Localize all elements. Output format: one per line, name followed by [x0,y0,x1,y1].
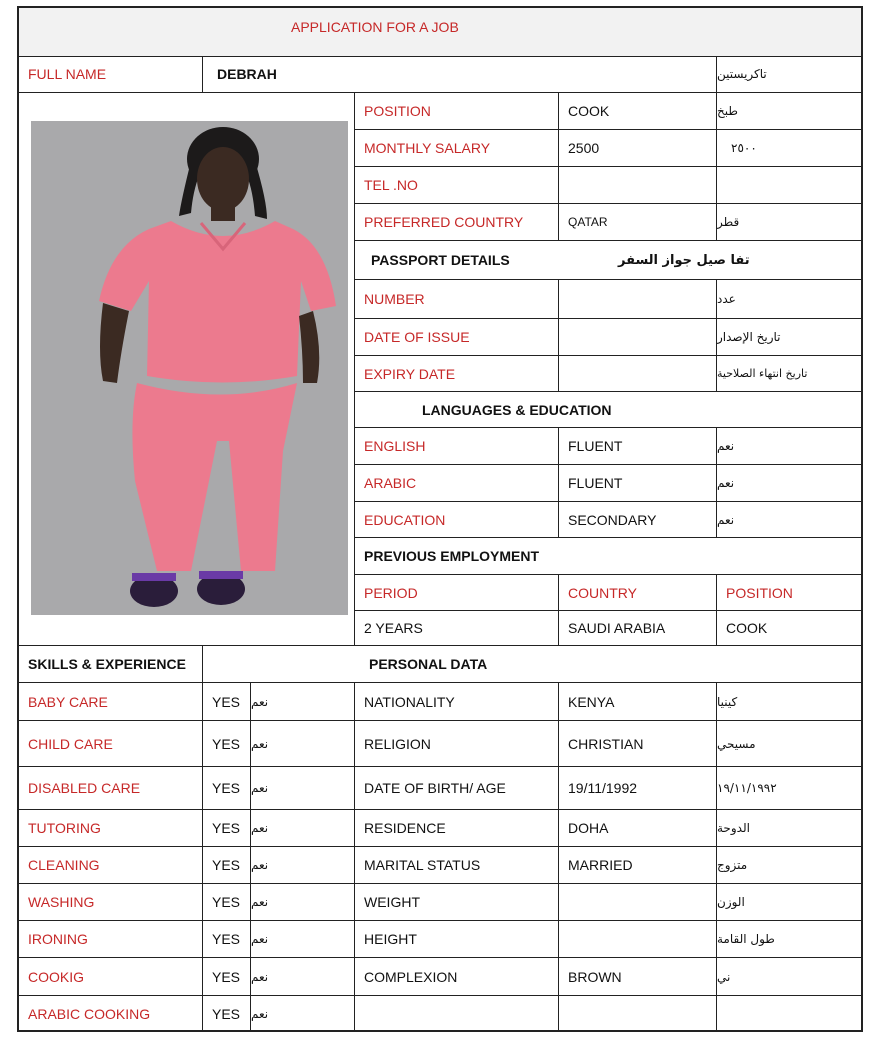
personal-arabic [717,996,861,1032]
personal-label: MARITAL STATUS [355,847,559,884]
lang-value-english: FLUENT [559,428,717,465]
personal-label: COMPLEXION [355,958,559,996]
skill-arabic: نعم [251,721,355,767]
skill-value: YES [203,996,251,1032]
employment-position: COOK [717,611,861,646]
skill-label: COOKIG [19,958,203,996]
skill-value: YES [203,683,251,721]
passport-label-expiry: EXPIRY DATE [355,356,559,392]
passport-value-expiry [559,356,717,392]
skill-label: ARABIC COOKING [19,996,203,1032]
personal-value: CHRISTIAN [559,721,717,767]
skill-label: BABY CARE [19,683,203,721]
personal-label: RELIGION [355,721,559,767]
lang-arabic-english: نعم [717,428,861,465]
personal-value [559,884,717,921]
skill-value: YES [203,847,251,884]
personal-arabic: كينيا [717,683,861,721]
applicant-figure-illustration [31,121,348,615]
job-label-position: POSITION [355,93,559,130]
personal-value: MARRIED [559,847,717,884]
passport-value-issue [559,319,717,356]
skill-value: YES [203,884,251,921]
personal-value [559,921,717,958]
skill-arabic: نعم [251,847,355,884]
passport-value-number [559,280,717,319]
passport-arabic-expiry: تاريخ انتهاء الصلاحية [717,356,861,392]
job-arabic-country: قطر [717,204,861,241]
job-label-tel: TEL .NO [355,167,559,204]
skill-arabic: نعم [251,884,355,921]
skill-label: WASHING [19,884,203,921]
personal-value: 19/11/1992 [559,767,717,810]
skill-label: CLEANING [19,847,203,884]
skill-arabic: نعم [251,996,355,1032]
skill-value: YES [203,921,251,958]
personal-value: KENYA [559,683,717,721]
form-title: APPLICATION FOR A JOB [291,19,459,35]
personal-heading: PERSONAL DATA [203,646,861,683]
skill-label: CHILD CARE [19,721,203,767]
skill-arabic: نعم [251,958,355,996]
skill-arabic: نعم [251,810,355,847]
full-name-label: FULL NAME [19,56,203,93]
skill-label: IRONING [19,921,203,958]
employment-col-position: POSITION [717,575,861,611]
job-arabic-position: طبخ [717,93,861,130]
personal-label [355,996,559,1032]
lang-arabic-education: نعم [717,502,861,538]
job-value-tel [559,167,717,204]
personal-arabic: متزوج [717,847,861,884]
job-label-salary: MONTHLY SALARY [355,130,559,167]
passport-arabic-number: عدد [717,280,861,319]
lang-value-arabic: FLUENT [559,465,717,502]
passport-label-issue: DATE OF ISSUE [355,319,559,356]
applicant-photo [31,121,348,615]
job-value-salary: 2500 [559,130,717,167]
full-name-value: DEBRAH [203,56,717,93]
employment-col-country: COUNTRY [559,575,717,611]
personal-label: HEIGHT [355,921,559,958]
job-label-country: PREFERRED COUNTRY [355,204,559,241]
lang-arabic-arabic: نعم [717,465,861,502]
skill-label: TUTORING [19,810,203,847]
job-application-form [17,6,863,1032]
personal-arabic: ني [717,958,861,996]
personal-label: NATIONALITY [355,683,559,721]
skill-arabic: نعم [251,767,355,810]
passport-heading: PASSPORT DETAILS [355,241,609,280]
employment-col-period: PERIOD [355,575,559,611]
lang-label-education: EDUCATION [355,502,559,538]
languages-heading: LANGUAGES & EDUCATION [355,392,861,428]
personal-arabic: الوزن [717,884,861,921]
job-arabic-tel [717,167,861,204]
personal-arabic: مسيحي [717,721,861,767]
form-title-bar [19,8,861,57]
personal-label: WEIGHT [355,884,559,921]
personal-arabic: طول القامة [717,921,861,958]
skill-label: DISABLED CARE [19,767,203,810]
personal-label: RESIDENCE [355,810,559,847]
full-name-arabic: تاكريستين [717,56,861,93]
employment-period: 2 YEARS [355,611,559,646]
job-value-country: QATAR [559,204,717,241]
skill-value: YES [203,958,251,996]
employment-country: SAUDI ARABIA [559,611,717,646]
skill-value: YES [203,810,251,847]
personal-arabic: ١٩/١١/١٩٩٢ [717,767,861,810]
employment-heading: PREVIOUS EMPLOYMENT [355,538,861,575]
passport-heading-arabic: تفا صيل جواز السفر [609,241,861,280]
lang-label-english: ENGLISH [355,428,559,465]
lang-value-education: SECONDARY [559,502,717,538]
skills-heading: SKILLS & EXPERIENCE [19,646,203,683]
job-value-position: COOK [559,93,717,130]
skill-value: YES [203,767,251,810]
personal-value [559,996,717,1032]
lang-label-arabic: ARABIC [355,465,559,502]
personal-value: BROWN [559,958,717,996]
skill-arabic: نعم [251,683,355,721]
skill-value: YES [203,721,251,767]
personal-label: DATE OF BIRTH/ AGE [355,767,559,810]
job-arabic-salary: ٢٥٠٠ [717,130,861,167]
personal-arabic: الدوحة [717,810,861,847]
passport-arabic-issue: تاريخ الإصدار [717,319,861,356]
passport-label-number: NUMBER [355,280,559,319]
skill-arabic: نعم [251,921,355,958]
personal-value: DOHA [559,810,717,847]
